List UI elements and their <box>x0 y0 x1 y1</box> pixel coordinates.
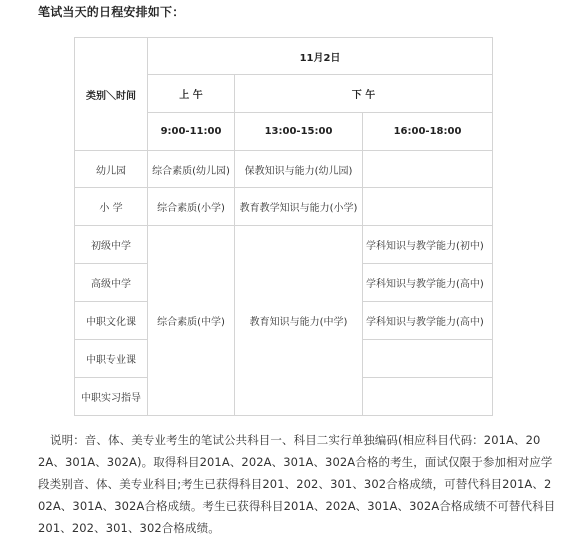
note-line: 201、202、301、302合格成绩。 <box>38 521 220 535</box>
note-line: 说明：音、体、美专业考生的笔试公共科目一、科目二实行单独编码(相应科目代码：201A、20 <box>50 433 541 447</box>
category-vocational-culture: 中职文化课 <box>75 302 148 340</box>
time-slot-1: 9:00-11:00 <box>148 113 235 151</box>
vocational-major-evening-empty <box>363 340 493 378</box>
page-heading: 笔试当天的日程安排如下： <box>38 5 185 19</box>
junior-high-subject-exam: 学科知识与教学能力(初中) <box>363 226 493 264</box>
time-slot-2: 13:00-15:00 <box>235 113 363 151</box>
date-header: 11月2日 <box>148 38 493 75</box>
secondary-afternoon-exam: 教育知识与能力(中学) <box>235 226 363 416</box>
senior-high-subject-exam: 学科知识与教学能力(高中) <box>363 264 493 302</box>
vocational-culture-subject-exam: 学科知识与教学能力(高中) <box>363 302 493 340</box>
kindergarten-morning-exam: 综合素质(幼儿园) <box>148 151 235 188</box>
exam-schedule-table <box>74 37 493 416</box>
exam-note-paragraph <box>38 429 558 539</box>
afternoon-header: 下 午 <box>235 75 493 113</box>
category-kindergarten: 幼儿园 <box>75 151 148 188</box>
category-vocational-practice: 中职实习指导 <box>75 378 148 416</box>
primary-morning-exam: 综合素质(小学) <box>148 188 235 226</box>
category-vocational-major: 中职专业课 <box>75 340 148 378</box>
note-line: 02A、301A、302A合格成绩。考生已获得科目201A、202A、301A、302A合格成绩不可替代科目 <box>38 499 556 513</box>
category-junior-high: 初级中学 <box>75 226 148 264</box>
kindergarten-evening-empty <box>363 151 493 188</box>
category-primary: 小 学 <box>75 188 148 226</box>
primary-evening-empty <box>363 188 493 226</box>
table-corner-header: 类别＼时间 <box>75 38 148 151</box>
kindergarten-afternoon-exam: 保教知识与能力(幼儿园) <box>235 151 363 188</box>
primary-afternoon-exam: 教育教学知识与能力(小学) <box>235 188 363 226</box>
vocational-practice-evening-empty <box>363 378 493 416</box>
note-line: 段类别音、体、美专业科目;考生已获得科目201、202、301、302合格成绩，可替代科目201A、2 <box>38 477 552 491</box>
note-line: 2A、301A、302A)。取得科目201A、202A、301A、302A合格的考生，面试仅限于参加相对应学 <box>38 455 553 469</box>
secondary-morning-exam: 综合素质(中学) <box>148 226 235 416</box>
category-senior-high: 高级中学 <box>75 264 148 302</box>
morning-header: 上 午 <box>148 75 235 113</box>
time-slot-3: 16:00-18:00 <box>363 113 493 151</box>
